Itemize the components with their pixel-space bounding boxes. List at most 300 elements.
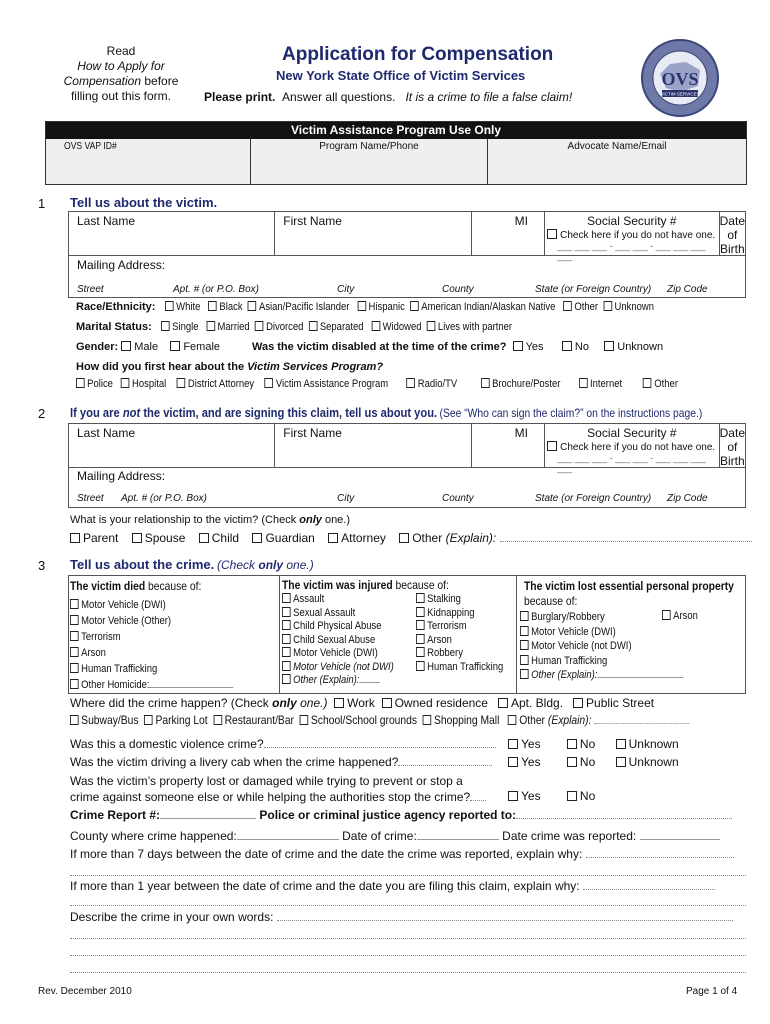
inj-other-field[interactable]	[359, 682, 380, 683]
disabled-option: Yes	[525, 341, 544, 353]
disabled-question: Was the victim disabled at the time of the crime?	[252, 341, 507, 353]
gender-female-checkbox[interactable]	[170, 341, 180, 351]
lost-not-dwi-checkbox[interactable]	[520, 640, 529, 650]
where-question-row	[70, 696, 654, 710]
where-q-c: one.)	[296, 696, 328, 710]
race-option: White	[175, 301, 200, 313]
livery-unknown-checkbox[interactable]	[616, 757, 626, 767]
s2-title-c: the victim, and are signing this claim, tell us about you.	[140, 405, 438, 420]
died-terrorism-checkbox[interactable]	[70, 631, 79, 641]
describe-line[interactable]	[70, 946, 746, 956]
rel-explain-field[interactable]	[500, 532, 752, 542]
race-black-checkbox[interactable]	[208, 301, 217, 311]
race-label: Race/Ethnicity:	[76, 301, 156, 313]
inj-robbery-checkbox[interactable]	[416, 647, 425, 657]
race-hispanic-checkbox[interactable]	[357, 301, 366, 311]
race-other-checkbox[interactable]	[563, 301, 572, 311]
marital-option: Widowed	[382, 321, 422, 333]
rel-option: Other	[412, 531, 443, 545]
where-option: Parking Lot	[155, 713, 208, 727]
inj-option: Other (Explain):	[293, 674, 360, 686]
died-heading: The victim died	[70, 579, 146, 593]
marital-single-checkbox[interactable]	[161, 321, 170, 331]
lost-option: Other (Explain):	[531, 669, 598, 681]
gender-male-checkbox[interactable]	[121, 341, 131, 351]
where-subway-checkbox[interactable]	[70, 715, 79, 725]
injured-heading: The victim was injured	[282, 578, 393, 592]
where-option: Restaurant/Bar	[224, 713, 295, 727]
s2-street-label: Street	[77, 493, 104, 504]
inj-option: Assault	[293, 593, 325, 605]
q-property-line1: Was the victim’s property lost or damaged while trying to prevent or stop a	[70, 774, 463, 788]
unknown-label: Unknown	[628, 755, 679, 769]
inj-other-checkbox[interactable]	[282, 674, 291, 684]
where-parking-checkbox[interactable]	[144, 715, 153, 725]
rel-parent-checkbox[interactable]	[70, 533, 80, 543]
yes-label: Yes	[521, 789, 541, 803]
reported-field[interactable]	[640, 839, 720, 840]
section-3-title: Tell us about the crime.	[70, 557, 215, 572]
livery-yes-checkbox[interactable]	[508, 757, 518, 767]
rel-explain-label: (Explain):	[445, 531, 497, 545]
hear-radio-checkbox[interactable]	[407, 378, 416, 388]
died-option: Other Homicide:	[81, 679, 150, 691]
s1-no-ssn-label: Check here if you do not have one.	[560, 230, 716, 241]
describe-line[interactable]	[70, 963, 746, 973]
died-option: Human Trafficking	[81, 663, 158, 675]
inj-sexual-assault-checkbox[interactable]	[282, 607, 291, 617]
logo-banner: VICTIM SERVICES	[660, 91, 700, 97]
lost-dwi-checkbox[interactable]	[520, 626, 529, 636]
where-option: Apt. Bldg.	[511, 696, 564, 710]
inj-child-sexual-checkbox[interactable]	[282, 634, 291, 644]
marital-divorced-checkbox[interactable]	[255, 321, 264, 331]
marital-widowed-checkbox[interactable]	[371, 321, 380, 331]
race-option: Other	[573, 301, 598, 313]
inj-option: Child Sexual Abuse	[293, 633, 376, 646]
marital-option: Lives with partner	[437, 321, 512, 333]
lost-option: Motor Vehicle (not DWI)	[531, 640, 632, 652]
race-option: Hispanic	[368, 301, 405, 313]
inj-option: Motor Vehicle (DWI)	[293, 647, 378, 659]
s2-name-row	[68, 423, 746, 473]
inj-option: Human Trafficking	[427, 660, 504, 673]
revision-footer: Rev. December 2010	[38, 986, 132, 997]
where-option: School/School grounds	[310, 713, 418, 727]
hear-internet-checkbox[interactable]	[579, 378, 588, 388]
s3-note-b: only	[258, 558, 284, 572]
s2-first-name-field[interactable]	[275, 424, 471, 467]
s1-county-label: County	[442, 284, 474, 295]
rel-attorney-checkbox[interactable]	[328, 533, 338, 543]
county-label: County where crime happened:	[70, 829, 237, 843]
s2-dob-label: Date of Birth	[719, 426, 745, 468]
race-asian-checkbox[interactable]	[247, 301, 256, 311]
marital-separated-checkbox[interactable]	[309, 321, 318, 331]
dv-no-checkbox[interactable]	[567, 739, 577, 749]
where-explain-label: (Explain):	[547, 713, 592, 727]
vap-box	[45, 121, 747, 185]
read-label: Read	[106, 44, 136, 58]
where-street-checkbox[interactable]	[573, 698, 583, 708]
no-label: No	[579, 755, 596, 769]
hear-option: Police	[87, 378, 113, 390]
race-option: Unknown	[614, 301, 654, 313]
q-livery-answers	[508, 755, 679, 769]
lost-other-checkbox[interactable]	[520, 669, 529, 679]
race-option: Asian/Pacific Islander	[258, 301, 350, 313]
s1-ssn-mask: ___ ___ ___ - ___ ___ - ___ ___ ___ ___	[557, 241, 706, 261]
page-title: Application for Compensation	[282, 44, 554, 65]
s2-relationship-question	[70, 514, 350, 526]
q7-label: If more than 7 days between the date of crime and the date the crime was reported, explain why:	[70, 847, 583, 861]
q1y-row	[70, 879, 715, 893]
s1-street-label: Street	[77, 284, 104, 295]
s3-cause-table	[68, 575, 746, 694]
s1-ssn-field[interactable]	[545, 212, 720, 261]
no-label: No	[579, 737, 596, 751]
s2-ssn-field[interactable]	[545, 424, 720, 473]
rel-spouse-checkbox[interactable]	[132, 533, 142, 543]
died-mv-other-checkbox[interactable]	[70, 615, 79, 625]
q-property-line2: crime against someone else or while helping the authorities stop the crime?	[70, 790, 471, 804]
marital-married-checkbox[interactable]	[206, 321, 215, 331]
s1-city-label: City	[337, 284, 355, 295]
dv-yes-checkbox[interactable]	[508, 739, 518, 749]
q-property-row	[70, 773, 486, 805]
hear-option: Hospital	[132, 378, 167, 390]
ovs-seal-logo	[640, 38, 720, 118]
rel-q-b: only	[299, 514, 322, 526]
s1-name-row	[68, 211, 746, 261]
inj-option: Sexual Assault	[293, 606, 356, 619]
instructions-line	[204, 90, 572, 104]
s2-first-label: First Name	[283, 426, 342, 440]
agency-label: Police or criminal justice agency reported to:	[259, 808, 517, 822]
inj-child-physical-checkbox[interactable]	[282, 620, 291, 630]
section-3-number: 3	[38, 558, 46, 573]
livery-no-checkbox[interactable]	[567, 757, 577, 767]
race-white-checkbox[interactable]	[165, 301, 174, 311]
lost-burglary-checkbox[interactable]	[520, 611, 529, 621]
unknown-label: Unknown	[628, 737, 679, 751]
s1-hear-question	[76, 361, 383, 373]
race-american-indian-checkbox[interactable]	[410, 301, 419, 311]
date-field[interactable]	[417, 839, 499, 840]
s1-mi-field[interactable]	[472, 212, 545, 255]
where-work-checkbox[interactable]	[334, 698, 344, 708]
date-label: Date of crime:	[342, 829, 417, 843]
lost-other-field[interactable]	[597, 677, 683, 678]
inj-option: Robbery	[427, 647, 463, 659]
s2-zip-label: Zip Code	[667, 493, 708, 504]
died-option: Motor Vehicle (Other)	[81, 615, 172, 627]
section-2-title	[70, 405, 770, 420]
where-option: Other	[519, 713, 546, 727]
lost-trafficking-checkbox[interactable]	[520, 655, 529, 665]
where-option: Public Street	[586, 696, 655, 710]
hear-brochure-checkbox[interactable]	[481, 378, 490, 388]
marital-option: Separated	[319, 321, 364, 333]
where-option: Shopping Mall	[433, 713, 500, 727]
where-row-2	[70, 713, 770, 727]
rel-q-a: What is your relationship to the victim? (Check	[70, 514, 300, 526]
died-option: Arson	[81, 647, 106, 659]
instructions-link-2[interactable]: Compensation	[63, 74, 142, 88]
describe-field[interactable]	[277, 911, 733, 921]
describe-row	[70, 910, 733, 924]
logo-text: OVS	[661, 69, 699, 89]
q7-field[interactable]	[586, 848, 734, 858]
county-field[interactable]	[237, 839, 339, 840]
county-date-row	[70, 829, 720, 843]
crime-report-label: Crime Report #:	[70, 808, 161, 822]
where-q-b: only	[272, 696, 297, 710]
hear-question-a: How did you first hear about the	[76, 361, 248, 373]
vap-program-field[interactable]	[251, 139, 488, 184]
crime-report-field[interactable]	[160, 818, 256, 819]
vap-program-label: Program Name/Phone	[319, 141, 419, 152]
marital-label: Marital Status:	[76, 321, 152, 333]
race-option: Black	[218, 301, 243, 313]
q1y-field[interactable]	[583, 880, 715, 890]
died-trafficking-checkbox[interactable]	[70, 663, 79, 673]
s1-dob-field[interactable]	[720, 212, 745, 255]
hear-option: District Attorney	[187, 378, 255, 390]
s1-ssn-label: Social Security #	[587, 214, 677, 228]
yes-label: Yes	[521, 755, 541, 769]
rel-option: Spouse	[144, 531, 186, 545]
s2-relationship-row	[70, 531, 752, 545]
no-label: No	[579, 789, 596, 803]
gender-option: Female	[183, 341, 221, 353]
rel-option: Attorney	[341, 531, 386, 545]
section-2-number: 2	[38, 406, 46, 421]
s2-dob-field[interactable]	[720, 424, 745, 467]
s1-apt-label: Apt. # (or P.O. Box)	[173, 284, 259, 295]
where-other-checkbox[interactable]	[508, 715, 517, 725]
false-claim-warning: It is a crime to file a false claim!	[405, 90, 573, 104]
q-dv-row	[70, 737, 496, 751]
injured-because: because of:	[392, 578, 449, 592]
s2-mailing-address[interactable]	[68, 468, 746, 508]
s1-no-ssn-checkbox[interactable]	[547, 229, 557, 239]
s1-mailing-address[interactable]	[68, 256, 746, 298]
where-apt-checkbox[interactable]	[498, 698, 508, 708]
hear-hospital-checkbox[interactable]	[121, 378, 130, 388]
rel-other-checkbox[interactable]	[399, 533, 409, 543]
s2-county-label: County	[442, 493, 474, 504]
died-options	[70, 597, 234, 693]
s1-marital-row	[76, 321, 569, 333]
died-option: Motor Vehicle (DWI)	[81, 599, 166, 611]
rel-option: Guardian	[265, 531, 315, 545]
s2-note: (See “Who can sign the claim?” on the instructions page.)	[439, 406, 703, 420]
inj-dwi-checkbox[interactable]	[282, 647, 291, 657]
injured-options-2	[416, 593, 503, 674]
hear-police-checkbox[interactable]	[76, 378, 85, 388]
marital-option: Single	[172, 321, 199, 333]
s2-state-label: State (or Foreign Country)	[535, 493, 652, 504]
q7-field-line[interactable]	[70, 866, 746, 876]
hear-da-checkbox[interactable]	[177, 378, 186, 388]
where-mall-checkbox[interactable]	[423, 715, 432, 725]
q1y-field-line[interactable]	[70, 896, 746, 906]
s3-note-a: (Check	[217, 558, 259, 572]
died-homicide-checkbox[interactable]	[70, 679, 79, 689]
read-filling: filling out this form.	[70, 89, 172, 103]
s2-last-label: Last Name	[77, 426, 136, 440]
where-q-a: Where did the crime happen? (Check	[70, 696, 273, 710]
s1-race-row	[76, 301, 733, 313]
where-restaurant-checkbox[interactable]	[213, 715, 222, 725]
inj-option: Stalking	[427, 593, 461, 605]
hear-option: Other	[654, 378, 678, 390]
vap-id-label: OVS VAP ID#	[64, 141, 117, 152]
dv-unknown-checkbox[interactable]	[616, 739, 626, 749]
describe-label: Describe the crime in your own words:	[70, 910, 274, 924]
s2-last-name-field[interactable]	[69, 424, 275, 467]
s1-first-name-field[interactable]	[275, 212, 471, 255]
s1-mi-label: MI	[514, 214, 529, 228]
s1-zip-label: Zip Code	[667, 284, 708, 295]
rel-option: Child	[211, 531, 240, 545]
hear-option: Brochure/Poster	[492, 378, 561, 390]
q-property-answers	[508, 789, 595, 803]
died-because: because of:	[145, 579, 202, 593]
marital-partner-checkbox[interactable]	[427, 321, 436, 331]
inj-assault-checkbox[interactable]	[282, 593, 291, 603]
inj-trafficking-checkbox[interactable]	[416, 661, 425, 671]
inj-not-dwi-checkbox[interactable]	[282, 661, 291, 671]
s1-hear-row	[76, 378, 678, 390]
describe-line[interactable]	[70, 929, 746, 939]
where-option: Work	[347, 696, 375, 710]
where-residence-checkbox[interactable]	[382, 698, 392, 708]
section-1-number: 1	[38, 196, 46, 211]
s2-ssn-mask: ___ ___ ___ - ___ ___ - ___ ___ ___ ___	[557, 453, 706, 473]
s2-no-ssn-label: Check here if you do not have one.	[560, 442, 716, 453]
vap-advocate-label: Advocate Name/Email	[567, 141, 667, 152]
died-dwi-checkbox[interactable]	[70, 599, 79, 609]
inj-arson-checkbox[interactable]	[416, 634, 425, 644]
s2-mi-label: MI	[514, 426, 529, 440]
disabled-option: No	[574, 341, 589, 353]
race-unknown-checkbox[interactable]	[603, 301, 612, 311]
disabled-unknown-checkbox[interactable]	[604, 341, 614, 351]
inj-option: Motor Vehicle (not DWI)	[293, 660, 394, 673]
q-dv-label: Was this a domestic violence crime?	[70, 737, 264, 751]
s1-last-label: Last Name	[77, 214, 136, 228]
s3-note-c: one.)	[283, 558, 314, 572]
s2-apt-label: Apt. # (or P.O. Box)	[121, 493, 207, 504]
s2-title-a: If you are	[70, 405, 123, 420]
died-arson-checkbox[interactable]	[70, 647, 79, 657]
s1-first-label: First Name	[283, 214, 342, 228]
q-livery-row	[70, 755, 492, 769]
inj-option: Kidnapping	[427, 606, 475, 619]
race-option: American Indian/Alaskan Native	[420, 301, 555, 313]
vap-id-field[interactable]	[46, 139, 251, 184]
marital-option: Divorced	[265, 321, 304, 333]
inj-terrorism-checkbox[interactable]	[416, 620, 425, 630]
s1-dob-label: Date of Birth	[719, 214, 745, 256]
lost-options	[520, 610, 683, 683]
page-number: Page 1 of 4	[686, 986, 738, 997]
vap-advocate-field[interactable]	[488, 139, 746, 184]
s1-last-name-field[interactable]	[69, 212, 275, 255]
s2-no-ssn-checkbox[interactable]	[547, 441, 557, 451]
s1-state-label: State (or Foreign Country)	[535, 284, 652, 295]
inj-kidnapping-checkbox[interactable]	[416, 607, 425, 617]
hear-option: Victim Assistance Program	[275, 378, 389, 390]
gender-option: Male	[134, 341, 159, 353]
s2-mi-field[interactable]	[472, 424, 545, 467]
property-no-checkbox[interactable]	[567, 791, 577, 801]
marital-option: Married	[217, 321, 250, 333]
inj-option: Arson	[427, 633, 452, 646]
s1-disabled-row	[252, 341, 663, 353]
section-3-title-row	[70, 557, 314, 572]
rel-q-c: one.)	[321, 514, 351, 526]
property-yes-checkbox[interactable]	[508, 791, 518, 801]
s2-city-label: City	[337, 493, 355, 504]
reported-label: Date crime was reported:	[502, 829, 637, 843]
lost-option: Human Trafficking	[531, 654, 608, 667]
died-option: Terrorism	[81, 631, 121, 643]
please-print: Please print.	[204, 90, 276, 104]
yes-label: Yes	[521, 737, 541, 751]
gender-label: Gender:	[76, 341, 119, 353]
rel-guardian-checkbox[interactable]	[252, 533, 262, 543]
agency-field[interactable]	[516, 809, 732, 819]
q1y-label: If more than 1 year between the date of crime and the date you are filing this claim, explain why:	[70, 879, 580, 893]
where-option: Subway/Bus	[81, 713, 139, 727]
hear-other-checkbox[interactable]	[643, 378, 652, 388]
hear-option: Internet	[590, 378, 623, 390]
lost-option: Motor Vehicle (DWI)	[531, 625, 616, 638]
s1-gender-row	[76, 341, 220, 353]
injured-options-1	[282, 593, 394, 688]
disabled-yes-checkbox[interactable]	[513, 341, 523, 351]
lost-arson-checkbox[interactable]	[662, 610, 671, 620]
s2-ssn-label: Social Security #	[587, 426, 677, 440]
crime-report-row	[70, 808, 732, 822]
lost-arson-label: Arson	[673, 610, 698, 622]
died-homicide-field[interactable]	[150, 687, 234, 688]
page-subtitle: New York State Office of Victim Services	[276, 68, 526, 83]
lost-arson-row	[662, 610, 698, 622]
lost-option: Burglary/Robbery	[531, 611, 605, 623]
rel-option: Parent	[83, 531, 119, 545]
s2-mailing-label: Mailing Address:	[77, 469, 166, 483]
lost-because: because of:	[524, 594, 578, 608]
where-explain-field[interactable]	[594, 714, 689, 724]
rel-child-checkbox[interactable]	[199, 533, 209, 543]
inj-stalking-checkbox[interactable]	[416, 593, 425, 603]
q-livery-label: Was the victim driving a livery cab when the crime happened?	[70, 755, 399, 769]
instructions-link[interactable]: How to Apply for	[77, 59, 165, 73]
hear-vap-checkbox[interactable]	[265, 378, 274, 388]
vap-banner: Victim Assistance Program Use Only	[46, 122, 746, 139]
disabled-no-checkbox[interactable]	[562, 341, 572, 351]
disabled-option: Unknown	[617, 341, 664, 353]
q7-row	[70, 847, 734, 861]
s1-mailing-label: Mailing Address:	[77, 258, 166, 272]
where-option: Owned residence	[394, 696, 488, 710]
inj-option: Child Physical Abuse	[293, 620, 382, 632]
where-school-checkbox[interactable]	[300, 715, 309, 725]
